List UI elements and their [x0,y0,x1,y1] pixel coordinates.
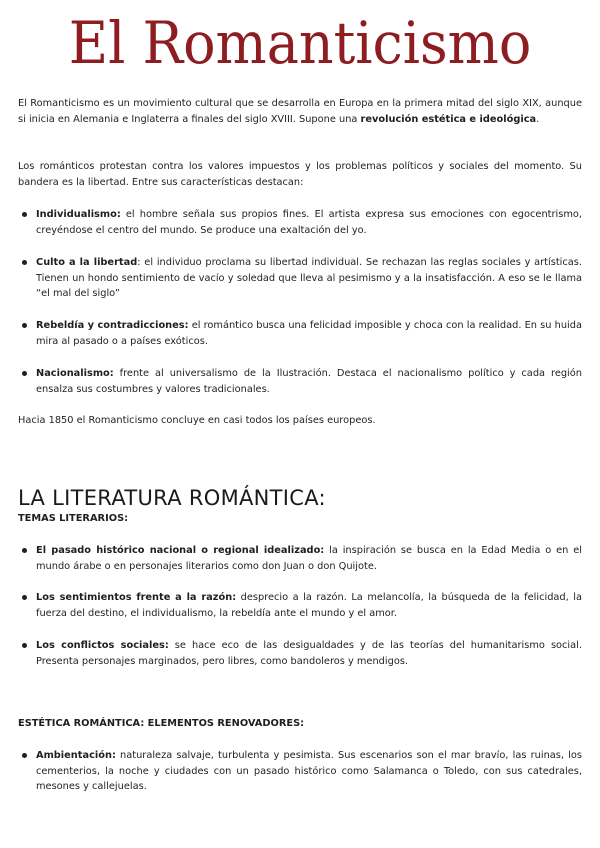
list-item-individualismo [36,207,582,238]
aesthetic-heading: ESTÉTICA ROMÁNTICA: ELEMENTOS RENOVADORES: [18,718,305,729]
item-term: Culto a la libertad [36,257,138,268]
item-text: naturaleza salvaje, turbulenta y pesimista. Sus escenarios son el mar bravío, las ruinas, los cementerios, la noche y ciudades con un pasado histórico como Salamanca o Toledo, con sus catedrales, mesones y callejuelas. [36,750,582,792]
bullet-icon [22,595,27,600]
item-text: la inspiración se busca en la Edad Media o en el mundo árabe o en personajes literarios como don Juan o don Quijote. [36,545,582,572]
bullet-icon [22,371,27,376]
section-heading: LA LITERATURA ROMÁNTICA: [18,486,326,510]
list-item-libertad [36,255,582,302]
intro-text: El Romanticismo es un movimiento cultural que se desarrolla en Europa en la primera mitad del siglo XIX, aunque si inicia en Alemania e Inglaterra a finales del siglo XVIII. Supone una [18,98,582,125]
list-item-ambientacion [36,748,582,795]
list-item-rebeldia [36,318,582,349]
item-term: Los sentimientos frente a la razón: [36,592,237,603]
item-text: se hace eco de las desigualdades y de las teorías del humanitarismo social. Presenta personajes marginados, pero libres, como bandoleros y mendigos. [36,640,582,667]
intro-bold-text: revolución estética e ideológica [360,113,537,125]
bullet-icon [22,753,27,758]
item-term: Ambientación: [36,750,116,761]
item-text: el hombre señala sus propios fines. El artista expresa sus emociones con egocentrismo, creyéndose el centro del mundo. Se produce una exaltación del yo. [36,209,582,236]
item-term: Los conflictos sociales: [36,640,169,651]
list-item-theme-conflictos [36,638,582,669]
page-title: El Romanticismo [68,9,532,77]
item-term: Rebeldía y contradicciones: [36,320,189,331]
bullet-icon [22,643,27,648]
bullet-icon [22,260,27,265]
item-term: Nacionalismo: [36,368,114,379]
intro-paragraph-2: Los románticos protestan contra los valores impuestos y los problemas políticos y sociales del momento. Su bandera es la libertad. Entre sus características destacan: [18,161,582,188]
list-item-theme-pasado [36,543,582,574]
item-text: : el individuo proclama su libertad individual. Se rechazan las reglas sociales y artísticas. Tienen un hondo sentimiento de vacío y soledad que lleva al pesimismo y a la insatisfacción. A eso se le llama “el mal del siglo” [36,257,582,299]
list-item-theme-sentimientos [36,590,582,621]
item-text: frente al universalismo de la Ilustración. Destaca el nacionalismo político y cada región ensalza sus costumbres y valores tradicionales. [36,368,582,395]
item-term: El pasado histórico nacional o regional idealizado: [36,545,325,556]
bullet-icon [22,323,27,328]
item-term: Individualismo: [36,209,121,220]
bullet-icon [22,212,27,217]
intro-paragraph-1 [18,96,582,127]
item-text: el romántico busca una felicidad imposible y choca con la realidad. En su huida mira al pasado o a países exóticos. [36,320,582,347]
item-text: desprecio a la razón. La melancolía, la búsqueda de la felicidad, la fuerza del destino, el individualismo, la rebeldía ante el mundo y el amor. [36,592,582,619]
bullet-icon [22,548,27,553]
intro-end: . [536,113,540,125]
closing-paragraph: Hacia 1850 el Romanticismo concluye en casi todos los países europeos. [18,415,376,426]
themes-heading: TEMAS LITERARIOS: [18,513,129,524]
list-item-nacionalismo [36,366,582,397]
